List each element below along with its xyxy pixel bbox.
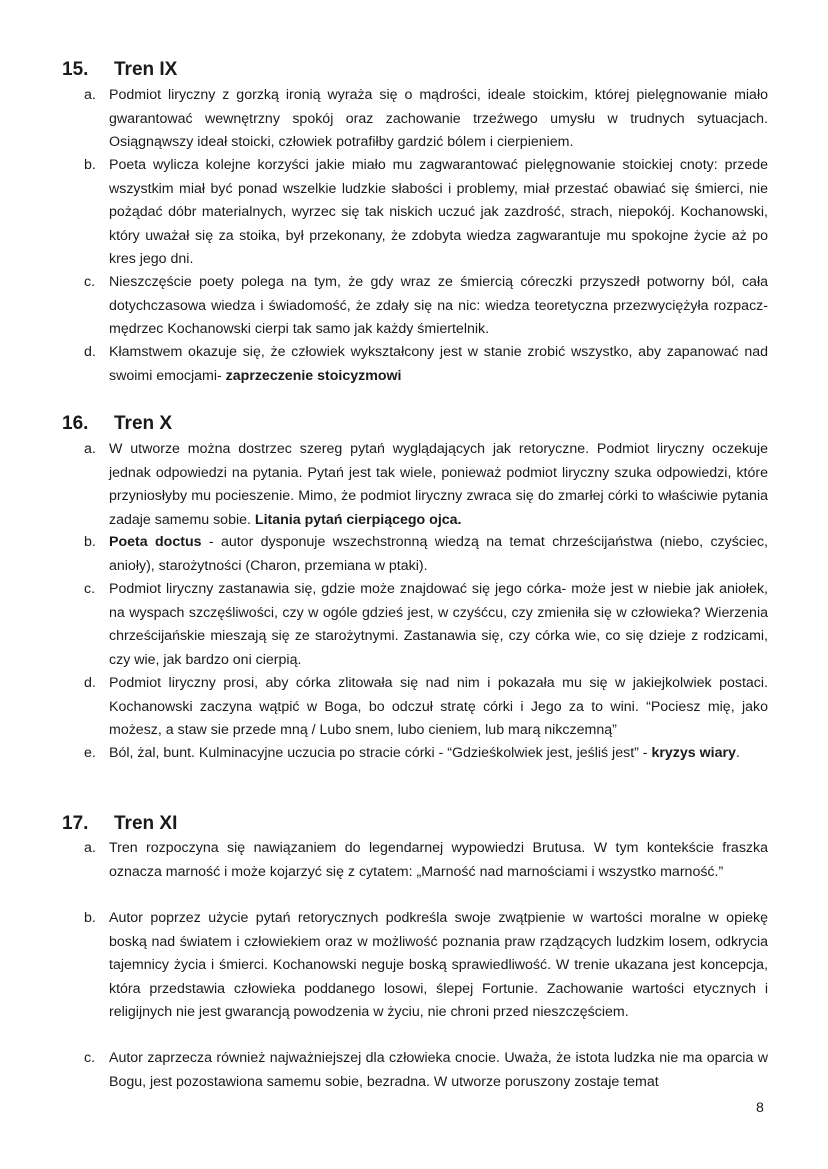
section-heading bbox=[62, 410, 172, 438]
item-text: Poeta wylicza kolejne korzyści jakie miało mu zagwarantować pielęgnowanie stoickiej cnoty: przede wszystkim miał być ponad wszelkie ludzkie słabości i problemy, miał przestać obawiać się śmierci, nie pożądać dóbr materialnych, wyrzec się tak niskich uczuć jak zazdrość, strach, niepokój. Kochanowski, który uważał się za stoika, był przekonany, że zdobyta wiedza zagwarantuje mu spokojne życie aż po kres jego dni. bbox=[109, 157, 768, 268]
item-text: Poeta doctus - autor dysponuje wszechstronną wiedzą na temat chrześcijaństwa (niebo, czyściec, anioły), starożytności (Charon, przemiana w ptaki). bbox=[109, 534, 769, 574]
section-heading bbox=[62, 810, 177, 838]
item-letter: b. bbox=[84, 157, 96, 173]
item-letter: b. bbox=[84, 910, 96, 926]
item-text: Autor poprzez użycie pytań retorycznych podkreśla swoje zwątpienie w wartości moralne w opiekę boską nad światem i człowiekiem oraz w możliwość poznania praw rządzących ludzkim losem, odkrycia tajemnicy życia i śmierci. Kochanowski neguje boską sprawiedliwość. W trenie ukazana jest koncepcja, która przedstawia człowieka poddanego losowi, ślepej Fortunie. Zachowanie wartości etycznych i religijnych nie jest gwarancją powodzenia w życiu, nie chroni przed nieszczęściem. bbox=[109, 910, 768, 1021]
section-number: 15. bbox=[62, 59, 89, 80]
item-text: Podmiot liryczny z gorzką ironią wyraża się o mądrości, ideale stoickim, której pielęgnowanie miało gwarantować wewnętrzny spokój oraz zachowanie trzeźwego umysłu w trudnych sytuacjach. Osiągnąwszy ideał stoicki, człowiek potrafiłby gardzić bólem i cierpieniem. bbox=[109, 87, 768, 151]
item-letter: d. bbox=[84, 344, 96, 360]
section-heading bbox=[62, 56, 177, 84]
section-title: Tren XI bbox=[114, 813, 178, 834]
section-title: Tren X bbox=[114, 413, 173, 434]
item-letter: c. bbox=[84, 274, 96, 290]
item-text: Ból, żal, bunt. Kulminacyjne uczucia po stracie córki - “Gdzieśkolwiek jest, jeśliś jest” - kryzys wiary. bbox=[109, 745, 740, 761]
item-letter: c. bbox=[84, 1050, 96, 1066]
item-letter: a. bbox=[84, 840, 96, 856]
item-letter: e. bbox=[84, 745, 96, 761]
item-letter: a. bbox=[84, 441, 96, 457]
section-number: 16. bbox=[62, 413, 89, 434]
item-text: Kłamstwem okazuje się, że człowiek wykształcony jest w stanie zrobić wszystko, aby zapanować nad swoimi emocjami- zaprzeczenie stoicyzmowi bbox=[109, 344, 768, 384]
section-number: 17. bbox=[62, 813, 89, 834]
item-text: Podmiot liryczny zastanawia się, gdzie może znajdować się jego córka- może jest w niebie jak aniołek, na wyspach szczęśliwości, czy w ogóle gdzieś jest, w czyśćcu, czy zmieniła się w człowieka? Wierzenia chrześcijańskie mieszają się ze starożytnymi. Zastanawia się, czy córka wie, co się dzieje z rodzicami, czy wie, jak bardzo oni cierpią. bbox=[109, 581, 768, 668]
item-text: Podmiot liryczny prosi, aby córka zlitowała się nad nim i pokazała mu się w jakiejkolwiek postaci. Kochanowski zaczyna wątpić w Boga, bo odczuł stratę córki i Jego za to wini. “Pociesz mię, jako możesz, a staw sie przede mną / Lubo snem, lubo cieniem, lub marą nikczemną” bbox=[109, 675, 768, 739]
item-letter: a. bbox=[84, 87, 96, 103]
page-number: 8 bbox=[756, 1100, 764, 1116]
item-letter: b. bbox=[84, 534, 96, 550]
item-text: Tren rozpoczyna się nawiązaniem do legendarnej wypowiedzi Brutusa. W tym kontekście fraszka oznacza marność i może kojarzyć się z cytatem: „Marność nad marnościami i wszystko marność.” bbox=[109, 840, 768, 880]
item-text: W utworze można dostrzec szereg pytań wyglądających jak retoryczne. Podmiot liryczny oczekuje jednak odpowiedzi na pytania. Pytań jest tak wiele, ponieważ podmiot liryczny szuka odpowiedzi, które przyniosłyby mu pocieszenie. Mimo, że podmiot liryczny zwraca się do zmarłej córki to właściwie pytania zadaje samemu sobie. Litania pytań cierpiącego ojca. bbox=[109, 441, 768, 528]
item-letter: c. bbox=[84, 581, 96, 597]
item-text: Nieszczęście poety polega na tym, że gdy wraz ze śmiercią córeczki przyszedł potworny ból, cała dotychczasowa wiedza i świadomość, że zdały się na nic: wiedza teoretyczna przezwyciężyła rozpacz- mędrzec Kochanowski cierpi tak samo jak każdy śmiertelnik. bbox=[109, 274, 768, 338]
item-letter: d. bbox=[84, 675, 96, 691]
section-title: Tren IX bbox=[114, 59, 178, 80]
item-text: Autor zaprzecza również najważniejszej dla człowieka cnocie. Uważa, że istota ludzka nie ma oparcia w Bogu, jest pozostawiona samemu sobie, bezradna. W utworze poruszony zostaje temat bbox=[109, 1050, 768, 1090]
